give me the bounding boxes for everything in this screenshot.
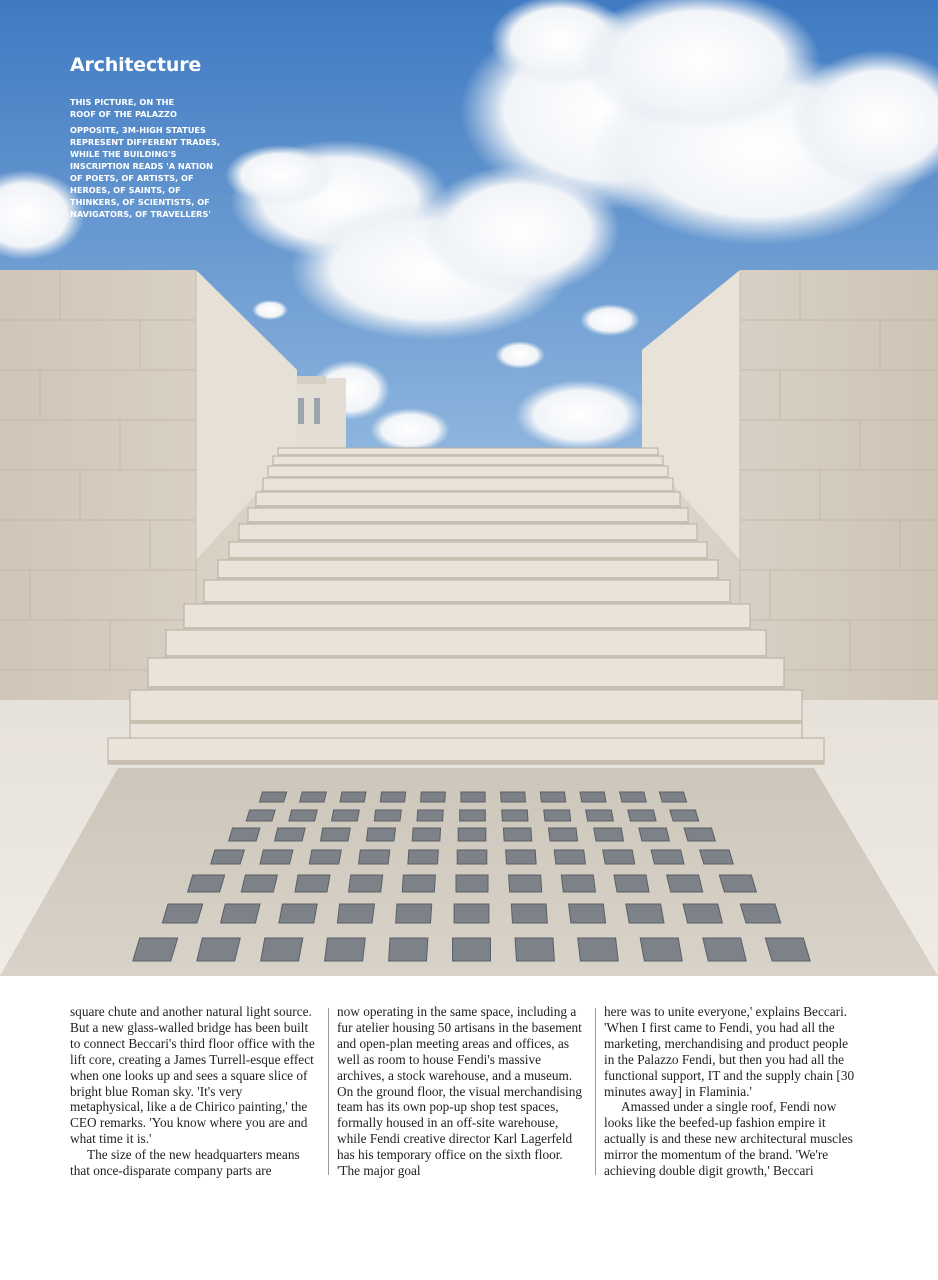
glass-block [561, 875, 595, 892]
glass-block [684, 828, 715, 841]
distant-building [296, 376, 346, 450]
glass-block [197, 938, 240, 961]
glass-block [408, 850, 438, 864]
glass-block [603, 850, 635, 864]
glass-block [211, 850, 245, 864]
glass-block [614, 875, 649, 892]
glass-block [628, 810, 656, 821]
glass-block [540, 792, 565, 802]
photo-caption-opposite: OPPOSITE, 3M-HIGH STATUES REPRESENT DIFFERENT TRADES, WHILE THE BUILDING'S INSCRIPTION READS 'A NATION OF POETS, OF ARTISTS, OF HEROES, OF SAINTS, OF THINKERS, OF SCIENTISTS, OF NAVIGATORS, OF TRAVELLERS' [70, 125, 221, 219]
glass-block [578, 938, 619, 961]
glass-block [765, 938, 810, 961]
glass-block [259, 792, 286, 802]
glass-block [503, 828, 531, 841]
glass-block [594, 828, 624, 841]
glass-block [554, 850, 585, 864]
glass-block [300, 792, 327, 802]
glass-block [188, 875, 225, 892]
glass-block [349, 875, 383, 892]
glass-block [421, 792, 446, 802]
glass-block [515, 938, 554, 961]
glass-block [511, 904, 547, 923]
glass-block [380, 792, 405, 802]
glass-block [396, 904, 432, 923]
glass-block [325, 938, 366, 961]
glass-block [626, 904, 664, 923]
glass-block [586, 810, 614, 821]
glass-block [261, 938, 303, 961]
glass-block [295, 875, 330, 892]
glass-block [260, 850, 293, 864]
glass-block [659, 792, 686, 802]
glass-block [639, 828, 670, 841]
section-title: Architecture [70, 54, 202, 76]
glass-block [719, 875, 756, 892]
paragraph: square chute and another natural light source. But a new glass-walled bridge has been built to connect Beccari's third floor office with the lift core, creating a James Turrell-esque effect when one looks up and sees a square slice of bright blue Roman sky. 'It's very metaphysical, like a de Chirico painting,' the CEO remarks. 'You know where you are and what time it is.' [70, 1004, 315, 1147]
glass-block [221, 904, 260, 923]
glass-block [509, 875, 542, 892]
glass-block [506, 850, 536, 864]
glass-block [569, 904, 606, 923]
glass-block [740, 904, 780, 923]
glass-block [275, 828, 306, 841]
column-divider [595, 1008, 596, 1175]
glass-block [366, 828, 395, 841]
glass-block [620, 792, 647, 802]
article-column-2 [337, 1004, 583, 1179]
article-column-3 [604, 1004, 860, 1179]
glass-block [670, 810, 699, 821]
glass-block [703, 938, 746, 961]
glass-block [544, 810, 571, 821]
glass-block [133, 938, 178, 961]
glass-block [246, 810, 275, 821]
glass-block [683, 904, 722, 923]
paragraph: now operating in the same space, including a fur atelier housing 50 artisans in the basement and open-plan meeting areas and offices, as well as room to house Fendi's massive archives, a stock warehouse, and a museum. On the ground floor, the visual merchandising team has its own pop-up shop test spaces, formally housed in an off-site warehouse, while Fendi creative director Karl Lagerfeld has his temporary office on the sixth floor. 'The major goal [337, 1004, 583, 1179]
glass-block [502, 810, 528, 821]
paragraph: The size of the new headquarters means that once-disparate company parts are [70, 1147, 300, 1179]
glass-block [241, 875, 277, 892]
glass-block [359, 850, 390, 864]
glass-block [374, 810, 401, 821]
glass-block [460, 810, 486, 821]
glass-block [337, 904, 374, 923]
glass-block [332, 810, 360, 821]
glass-block [457, 850, 487, 864]
glass-block [667, 875, 703, 892]
photo-caption-this-picture: THIS PICTURE, ON THE ROOF OF THE PALAZZO [70, 97, 177, 119]
glass-block [461, 792, 485, 802]
article-column-1 [70, 1004, 316, 1179]
glass-block [279, 904, 317, 923]
glass-block [321, 828, 351, 841]
glass-block [289, 810, 317, 821]
glass-block [454, 904, 489, 923]
paragraph: Amassed under a single roof, Fendi now looks like the beefed-up fashion empire it actually is and these new architectural muscles mirror the momentum of the brand. 'We're achieving double digit growth,' Beccari [604, 1099, 853, 1179]
glass-block [389, 938, 428, 961]
glass-block [340, 792, 366, 802]
glass-block [417, 810, 443, 821]
glass-block [580, 792, 606, 802]
glass-block [453, 938, 491, 961]
glass-block [402, 875, 435, 892]
glass-block [640, 938, 682, 961]
glass-block [412, 828, 440, 841]
glass-block [456, 875, 488, 892]
glass-block [549, 828, 578, 841]
glass-block [229, 828, 260, 841]
glass-block [651, 850, 684, 864]
paragraph: here was to unite everyone,' explains Beccari. 'When I first came to Fendi, you had all the marketing, merchandising and product people in the Palazzo Fendi, but then you had all the functional support, IT and the supply chain [30 minutes away] in Flaminia.' [604, 1004, 855, 1099]
glass-block [700, 850, 734, 864]
column-divider [328, 1008, 329, 1175]
glass-block [501, 792, 526, 802]
glass-block [309, 850, 341, 864]
glass-block [458, 828, 486, 841]
glass-block [162, 904, 202, 923]
